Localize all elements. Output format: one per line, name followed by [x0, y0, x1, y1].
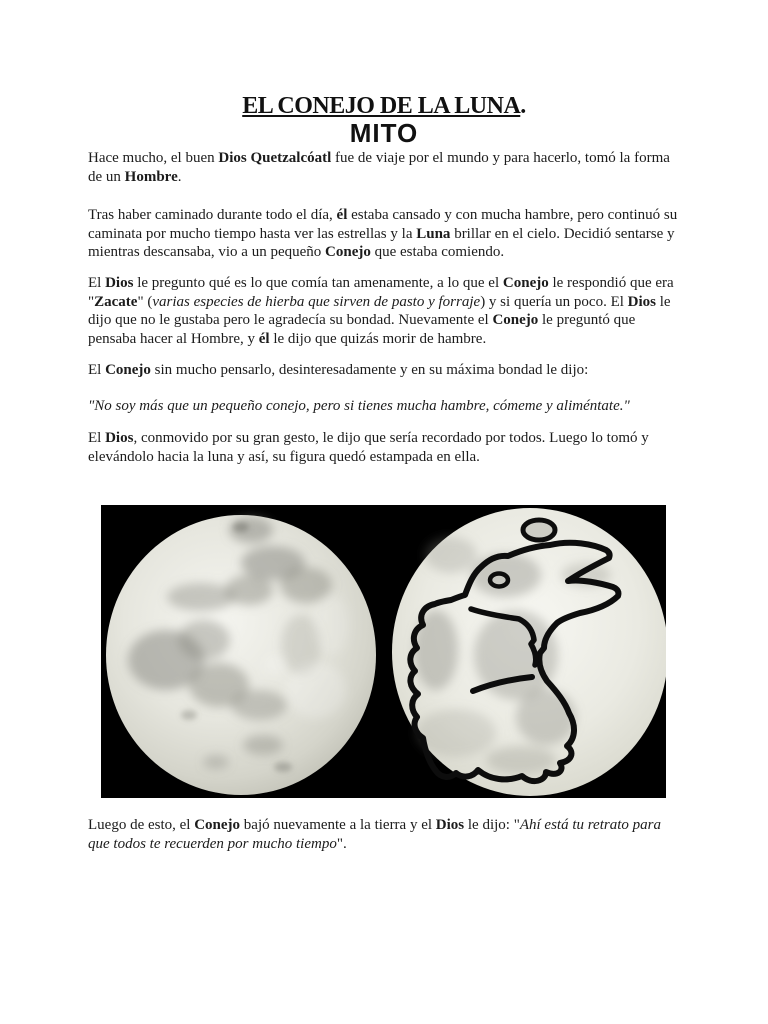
paragraph-zacate: El Dios le pregunto qué es lo que comía tan amenamente, a lo que el Conejo le respondió que era "Zacate" (varias especies de hierba que sirven de pasto y forraje) y si quería un poco. El Dios le dijo que no le gustaba pero le agradecía su bondad. Nuevamente el Conejo le preguntó que pensaba hacer al Hombre, y él le dijo que quizás morir de hambre. [88, 275, 674, 347]
moon-rabbit-illustration [101, 505, 666, 798]
paragraph-intro: Hace mucho, el buen Dios Quetzalcóatl fue de viaje por el mundo y para hacerlo, tomó la forma de un Hombre. [88, 150, 670, 185]
page-title-period: . [520, 93, 526, 119]
paragraph-rabbit-quote: "No soy más que un pequeño conejo, pero si tienes mucha hambre, cómeme y aliméntate." [88, 398, 630, 414]
page-subtitle: MITO [349, 118, 419, 148]
paragraph-walk: Tras haber caminado durante todo el día, él estaba cansado y con mucha hambre, pero continuó su caminata por mucho tiempo hasta ver las estrellas y la Luna brillar en el cielo. Decidió sentarse y mientras descansaba, vio a un pequeño Conejo que estaba comiendo. [88, 207, 678, 261]
paragraph-offer-lead: El Conejo sin mucho pensarlo, desinteresadamente y en su máxima bondad le dijo: [88, 362, 589, 378]
paragraph-reward: El Dios, conmovido por su gran gesto, le dijo que sería recordado por todos. Luego lo tomó y elevándolo hacia la luna y así, su figura quedó estampada en ella. [88, 430, 649, 465]
page-title-text: EL CONEJO DE LA LUNA [242, 93, 521, 119]
page-title [0, 93, 768, 119]
moon-photo-left [106, 515, 376, 795]
paragraph-ending: Luego de esto, el Conejo bajó nuevamente a la tierra y el Dios le dijo: "Ahí está tu retrato para que todos te recuerden por mucho tiempo". [88, 817, 661, 852]
rabbit-moon-circle-icon [523, 520, 555, 540]
moon-rabbit-figure [101, 505, 666, 798]
moon-rabbit-right [392, 508, 666, 796]
